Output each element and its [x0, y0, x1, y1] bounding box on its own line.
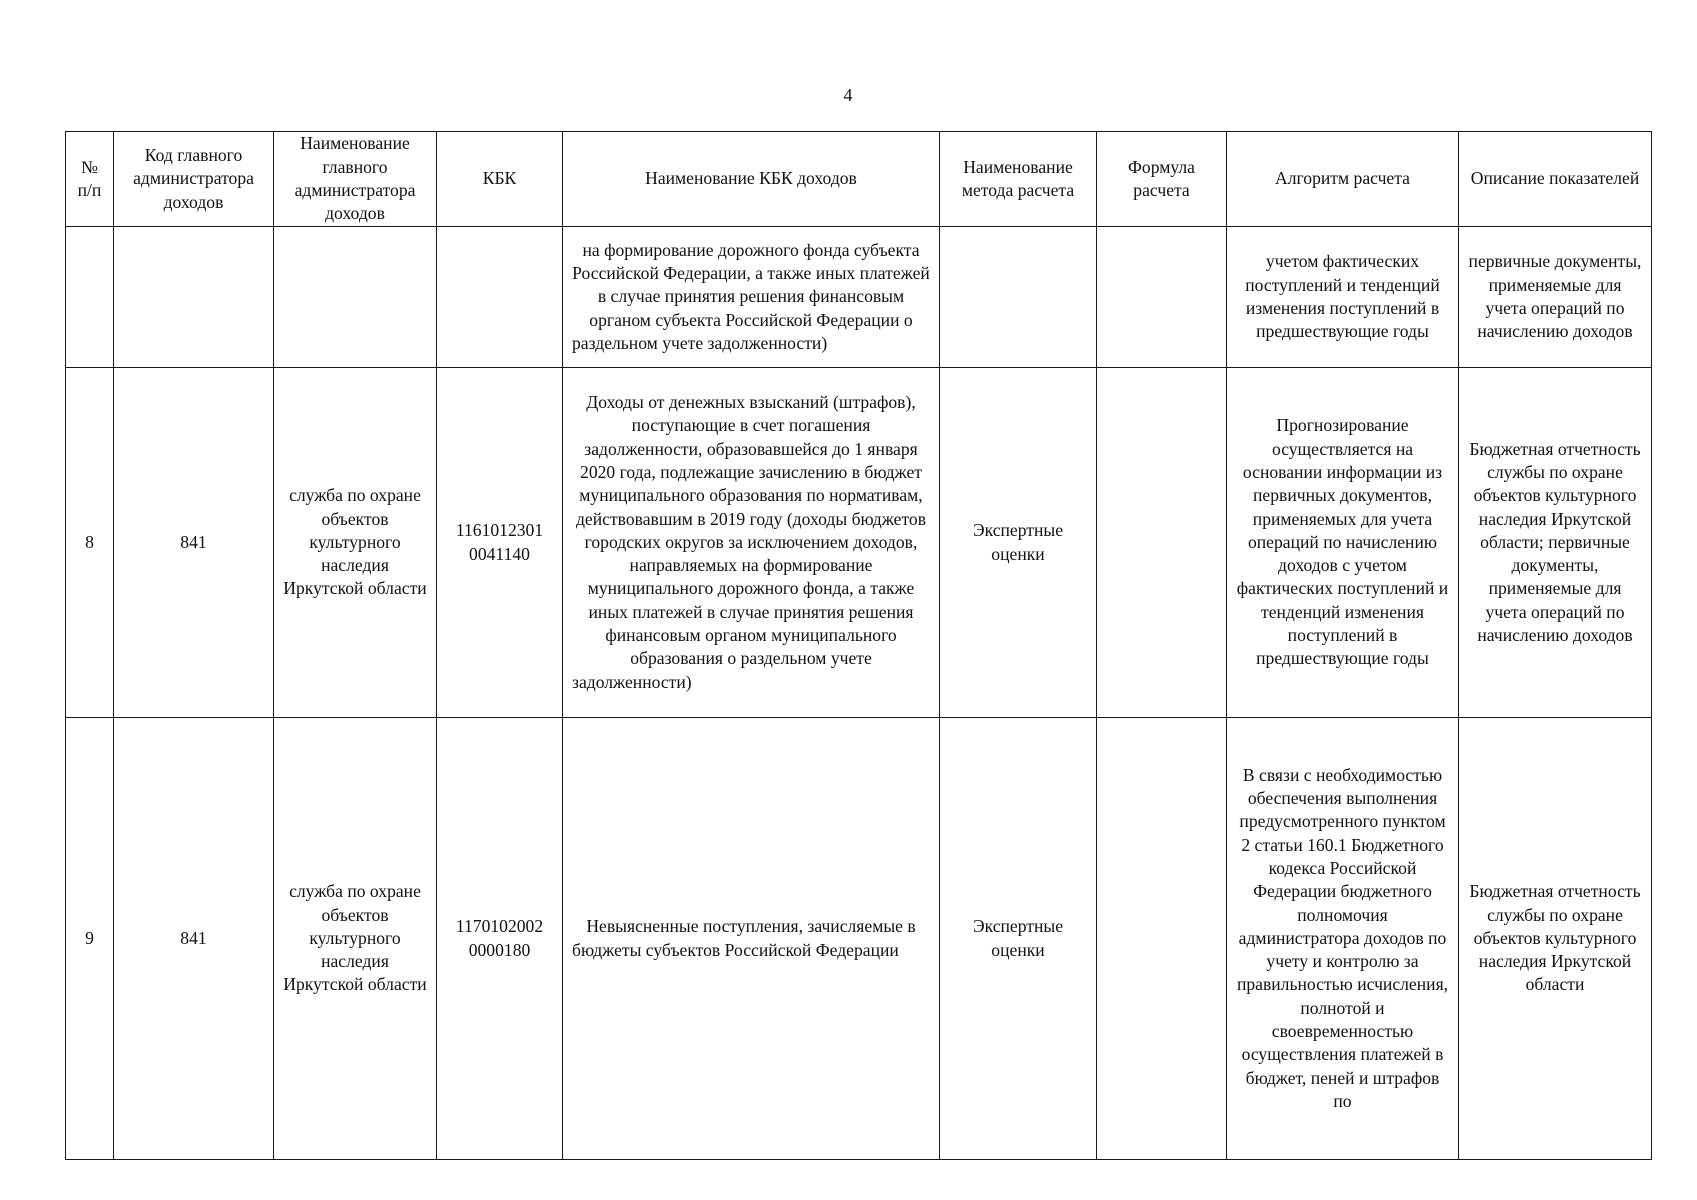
cell-method	[940, 227, 1097, 368]
cell-admin-code	[114, 227, 274, 368]
header-formula: Формула расчета	[1097, 132, 1227, 227]
cell-kbk-name: Невыясненные поступления, зачисляемые в бюджеты субъектов Российской Федерации	[563, 718, 940, 1160]
cell-description: Бюджетная отчетность службы по охране объектов культурного наследия Иркутской области; первичные документы, применяемые для учета операций по начислению доходов	[1459, 368, 1652, 718]
cell-admin-code: 841	[114, 718, 274, 1160]
cell-admin-code: 841	[114, 368, 274, 718]
cell-algorithm: В связи с необходимостью обеспечения выполнения предусмотренного пунктом 2 статьи 160.1 Бюджетного кодекса Российской Федерации бюджетного полномочия администратора доходов по учету и контролю за правильностью исчисления, полнотой и своевременностью осуществления платежей в бюджет, пеней и штрафов по	[1227, 718, 1459, 1160]
header-algorithm: Алгоритм расчета	[1227, 132, 1459, 227]
header-kbk: КБК	[437, 132, 563, 227]
table-row	[66, 227, 1652, 368]
table-row	[66, 368, 1652, 718]
cell-kbk: 1161012301 0041140	[437, 368, 563, 718]
cell-admin-name: служба по охране объектов культурного наследия Иркутской области	[274, 368, 437, 718]
cell-formula	[1097, 718, 1227, 1160]
cell-admin-name	[274, 227, 437, 368]
cell-algorithm: Прогнозирование осуществляется на основании информации из первичных документов, применяемых для учета операций по начислению доходов с учетом фактических поступлений и тенденций изменения поступлений в предшествующие годы	[1227, 368, 1459, 718]
cell-kbk-name: Доходы от денежных взысканий (штрафов), поступающие в счет погашения задолженности, образовавшейся до 1 января 2020 года, подлежащие зачислению в бюджет муниципального образования по нормативам, действовавшим в 2019 году (доходы бюджетов городских округов за исключением доходов, направляемых на формирование муниципального дорожного фонда, а также иных платежей в случае принятия решения финансовым органом муниципального образования о раздельном учете задолженности)	[563, 368, 940, 718]
cell-formula	[1097, 368, 1227, 718]
header-admin-name: Наименование главного администратора доходов	[274, 132, 437, 227]
header-kbk-name: Наименование КБК доходов	[563, 132, 940, 227]
cell-formula	[1097, 227, 1227, 368]
cell-description: Бюджетная отчетность службы по охране объектов культурного наследия Иркутской области	[1459, 718, 1652, 1160]
header-description: Описание показателей	[1459, 132, 1652, 227]
header-num: № п/п	[66, 132, 114, 227]
cell-method: Экспертные оценки	[940, 368, 1097, 718]
page-number: 4	[843, 85, 853, 105]
cell-num	[66, 227, 114, 368]
cell-kbk	[437, 227, 563, 368]
cell-num: 8	[66, 368, 114, 718]
header-admin-code: Код главного администратора доходов	[114, 132, 274, 227]
header-method: Наименование метода расчета	[940, 132, 1097, 227]
table-row	[66, 718, 1652, 1160]
cell-admin-name: служба по охране объектов культурного наследия Иркутской области	[274, 718, 437, 1160]
cell-kbk-name: на формирование дорожного фонда субъекта Российской Федерации, а также иных платежей в случае принятия решения финансовым органом субъекта Российской Федерации о раздельном учете задолженности)	[563, 227, 940, 368]
cell-kbk: 1170102002 0000180	[437, 718, 563, 1160]
cell-method: Экспертные оценки	[940, 718, 1097, 1160]
revenue-forecast-table	[65, 131, 1652, 1160]
cell-num: 9	[66, 718, 114, 1160]
cell-algorithm: учетом фактических поступлений и тенденций изменения поступлений в предшествующие годы	[1227, 227, 1459, 368]
table-header-row	[66, 132, 1652, 227]
cell-description: первичные документы, применяемые для учета операций по начислению доходов	[1459, 227, 1652, 368]
